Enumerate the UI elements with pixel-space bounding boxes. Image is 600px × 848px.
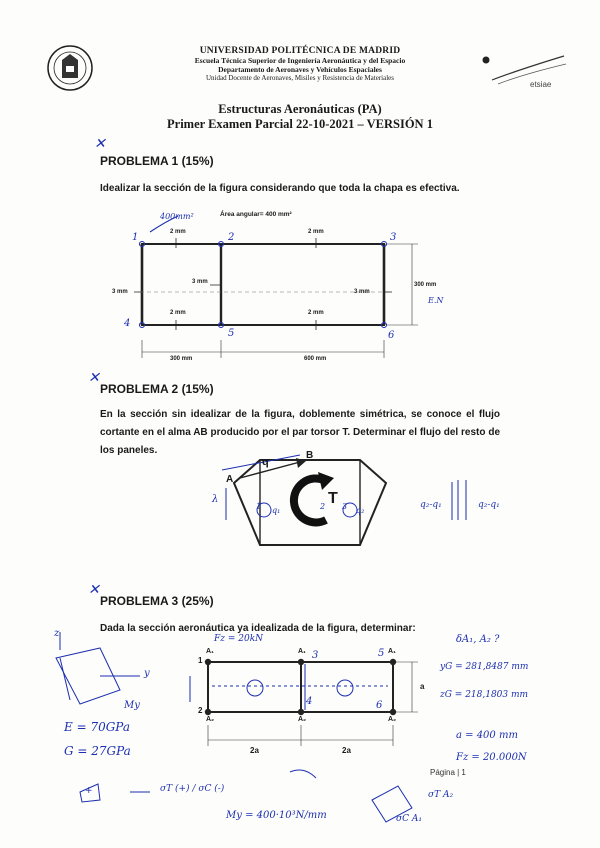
note-panel-3: 3 — [342, 502, 348, 511]
area-A1-left: A₁ — [206, 648, 214, 655]
node-label-1: 1 — [132, 232, 139, 243]
note-plus: + — [85, 786, 93, 796]
note-q1: q₁ — [272, 506, 281, 515]
check-mark-p1: ✕ — [94, 136, 106, 152]
node-label-4: 4 — [124, 318, 131, 329]
dim-2a-right: 2a — [342, 746, 351, 755]
problem3-statement: Dada la sección aeronáutica ya idealizada de la figura, determinar: — [100, 623, 416, 634]
page-number: Página | 1 — [430, 768, 466, 777]
dim-a: a — [420, 682, 425, 691]
neutral-axis-note: E.N — [428, 296, 444, 305]
point-label-B: B — [306, 450, 314, 461]
node-label-2: 2 — [228, 232, 235, 243]
etsiae-logo-text: etsiae — [530, 80, 552, 89]
department-name: Departamento de Aeronaves y Vehículos Espaciales — [218, 65, 382, 74]
area-A2-right: A₂ — [388, 716, 397, 723]
dim-top-left-thickness: 2 mm — [170, 229, 186, 235]
exam-line: Primer Examen Parcial 22-10-2021 – VERSIÓN 1 — [167, 117, 433, 131]
note-node-4: 4 — [306, 696, 313, 707]
unit-name: Unidad Docente de Aeronaves, Misiles y Resistencia de Materiales — [206, 74, 394, 82]
note-force-fz: Fz = 20kN — [214, 634, 264, 644]
note-centroid-y: yG = 281,8487 mm — [440, 662, 529, 672]
note-axis-y: y — [144, 668, 150, 679]
check-mark-p3: ✕ — [88, 582, 100, 598]
point-label-A: A — [226, 474, 234, 485]
note-modulus-E: E = 70GPa — [64, 720, 130, 734]
shear-flow-label-q: q — [262, 456, 269, 468]
dim-left-web-thickness: 3 mm — [112, 289, 128, 295]
area-note: 400mm² — [160, 212, 194, 221]
node-1-label: 1 — [198, 656, 203, 665]
dim-width-left: 300 mm — [170, 356, 193, 362]
note-lambda: λ — [212, 494, 219, 505]
torque-label-T: T — [328, 490, 338, 507]
note-sigma-c: σC A₁ — [396, 814, 422, 824]
note-force-value: Fz = 20.000N — [456, 752, 527, 763]
dim-height: 300 mm — [414, 282, 437, 288]
problem1-statement: Idealizar la sección de la figura considerando que toda la chapa es efectiva. — [100, 183, 460, 194]
school-name: Escuela Técnica Superior de Ingeniería Aeronáutica y del Espacio — [194, 56, 406, 65]
dim-right-web-thickness: 3 mm — [354, 289, 370, 295]
note-modulus-G: G = 27GPa — [64, 744, 131, 758]
problem3-heading: PROBLEMA 3 (25%) — [100, 594, 214, 608]
dim-2a-left: 2a — [250, 746, 259, 755]
node-2-label: 2 — [198, 706, 203, 715]
dim-bottom-left-thickness: 2 mm — [170, 310, 186, 316]
area-A2-mid: A₂ — [298, 716, 307, 723]
note-moment-value: My = 400·10³N/mm — [226, 810, 327, 821]
area-A1-mid: A₁ — [298, 648, 306, 655]
note-flow-right: q₂-q₁ — [478, 500, 500, 510]
problem2-statement: En la sección sin idealizar de la figura, doblemente simétrica, se conoce el flujo cortante en el alma AB producido por el par torsor T. Determinar el flujo del resto de los paneles. — [100, 409, 500, 456]
note-panel-2: 2 — [320, 502, 326, 511]
note-q2: q₂ — [356, 506, 365, 515]
dim-width-right: 600 mm — [304, 356, 327, 362]
note-panel-1: 1 — [256, 502, 262, 511]
note-node-6: 6 — [376, 700, 383, 711]
area-A2-left: A₂ — [206, 716, 215, 723]
dim-bottom-right-thickness: 2 mm — [308, 310, 324, 316]
note-a-value: a = 400 mm — [456, 730, 518, 741]
area-A1-right: A₁ — [388, 648, 396, 655]
course-title: Estructuras Aeronáuticas (PA) — [218, 102, 382, 116]
note-flow-left: q₂-q₁ — [420, 500, 442, 510]
area-label: Área angular= 400 mm² — [220, 211, 292, 218]
check-mark-p2: ✕ — [88, 370, 100, 386]
dim-middle-web-thickness: 3 mm — [192, 279, 208, 285]
note-stresses: σT (+) / σC (-) — [160, 784, 225, 794]
dim-top-right-thickness: 2 mm — [308, 229, 324, 235]
node-label-5: 5 — [228, 328, 235, 339]
problem2-heading: PROBLEMA 2 (15%) — [100, 382, 214, 396]
note-areas-question: δA₁, A₂ ? — [456, 634, 500, 645]
note-node-5: 5 — [378, 648, 385, 659]
problem1-heading: PROBLEMA 1 (15%) — [100, 154, 214, 168]
note-moment-my: My — [124, 700, 140, 711]
university-name: UNIVERSIDAD POLITÉCNICA DE MADRID — [199, 46, 401, 56]
node-label-3: 3 — [390, 232, 397, 243]
note-sigma-t: σT A₂ — [428, 790, 454, 800]
note-node-3: 3 — [312, 650, 319, 661]
node-label-6: 6 — [388, 330, 395, 341]
note-centroid-z: zG = 218,1803 mm — [440, 690, 529, 700]
note-axis-z: z — [54, 628, 60, 639]
